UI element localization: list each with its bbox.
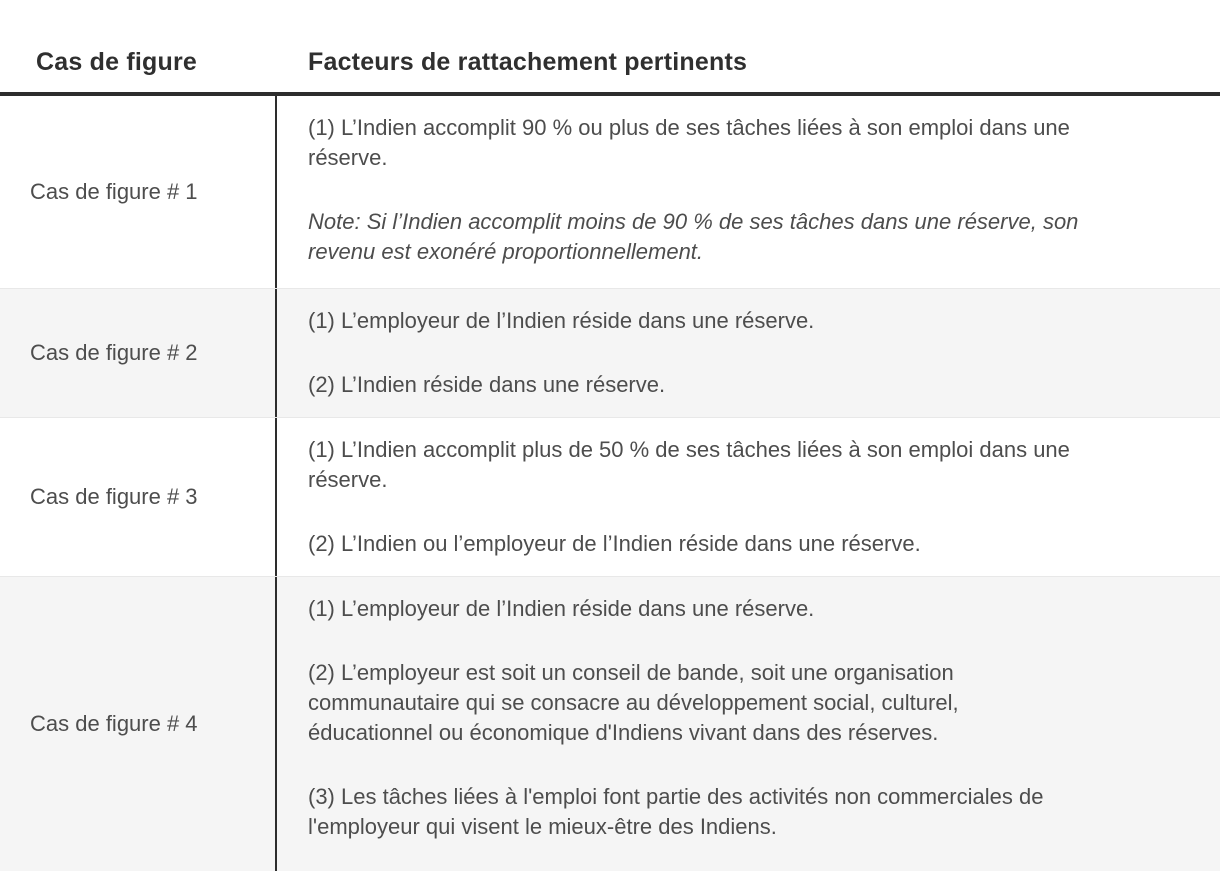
factor-paragraph: (1) L’Indien accomplit plus de 50 % de ses tâches liées à son emploi dans une réserve. bbox=[308, 437, 1070, 492]
row-label: Cas de figure # 2 bbox=[0, 289, 277, 417]
factor-paragraph: (1) L’employeur de l’Indien réside dans une réserve. bbox=[308, 308, 815, 333]
factor-paragraph: (1) L’Indien accomplit 90 % ou plus de ses tâches liées à son emploi dans une réserve. bbox=[308, 115, 1070, 170]
row-label: Cas de figure # 4 bbox=[0, 577, 277, 871]
factor-paragraph: (1) L’employeur de l’Indien réside dans une réserve. bbox=[308, 596, 815, 621]
factor-paragraph: (2) L’Indien ou l’employeur de l’Indien réside dans une réserve. bbox=[308, 531, 921, 556]
factor-paragraph: (2) L’employeur est soit un conseil de bande, soit une organisation communautaire qui se consacre au développement social, culturel, éducationnel ou économique d'Indiens vivant dans des réserves. bbox=[308, 660, 959, 745]
header-cell-facteurs: Facteurs de rattachement pertinents bbox=[308, 48, 748, 76]
row-label: Cas de figure # 3 bbox=[0, 418, 277, 576]
table-header-row bbox=[0, 0, 1220, 96]
table-row-1 bbox=[0, 96, 1220, 288]
factor-paragraph: (2) L’Indien réside dans une réserve. bbox=[308, 372, 666, 397]
row-factors bbox=[277, 289, 1220, 417]
table-row-3 bbox=[0, 417, 1220, 576]
factor-paragraph: (3) Les tâches liées à l'emploi font partie des activités non commerciales de l'employeur qui visent le mieux-être des Indiens. bbox=[308, 784, 1044, 839]
header-cell-cas-de-figure: Cas de figure bbox=[36, 48, 197, 76]
row-factors bbox=[277, 577, 1220, 871]
row-label: Cas de figure # 1 bbox=[0, 96, 277, 288]
row-factors bbox=[277, 96, 1220, 288]
table-row-2 bbox=[0, 288, 1220, 417]
row-factors bbox=[277, 418, 1220, 576]
note-paragraph: Note: Si l’Indien accomplit moins de 90 % de ses tâches dans une réserve, son revenu est exonéré proportionnellement. bbox=[308, 209, 1079, 264]
table-row-4 bbox=[0, 576, 1220, 871]
